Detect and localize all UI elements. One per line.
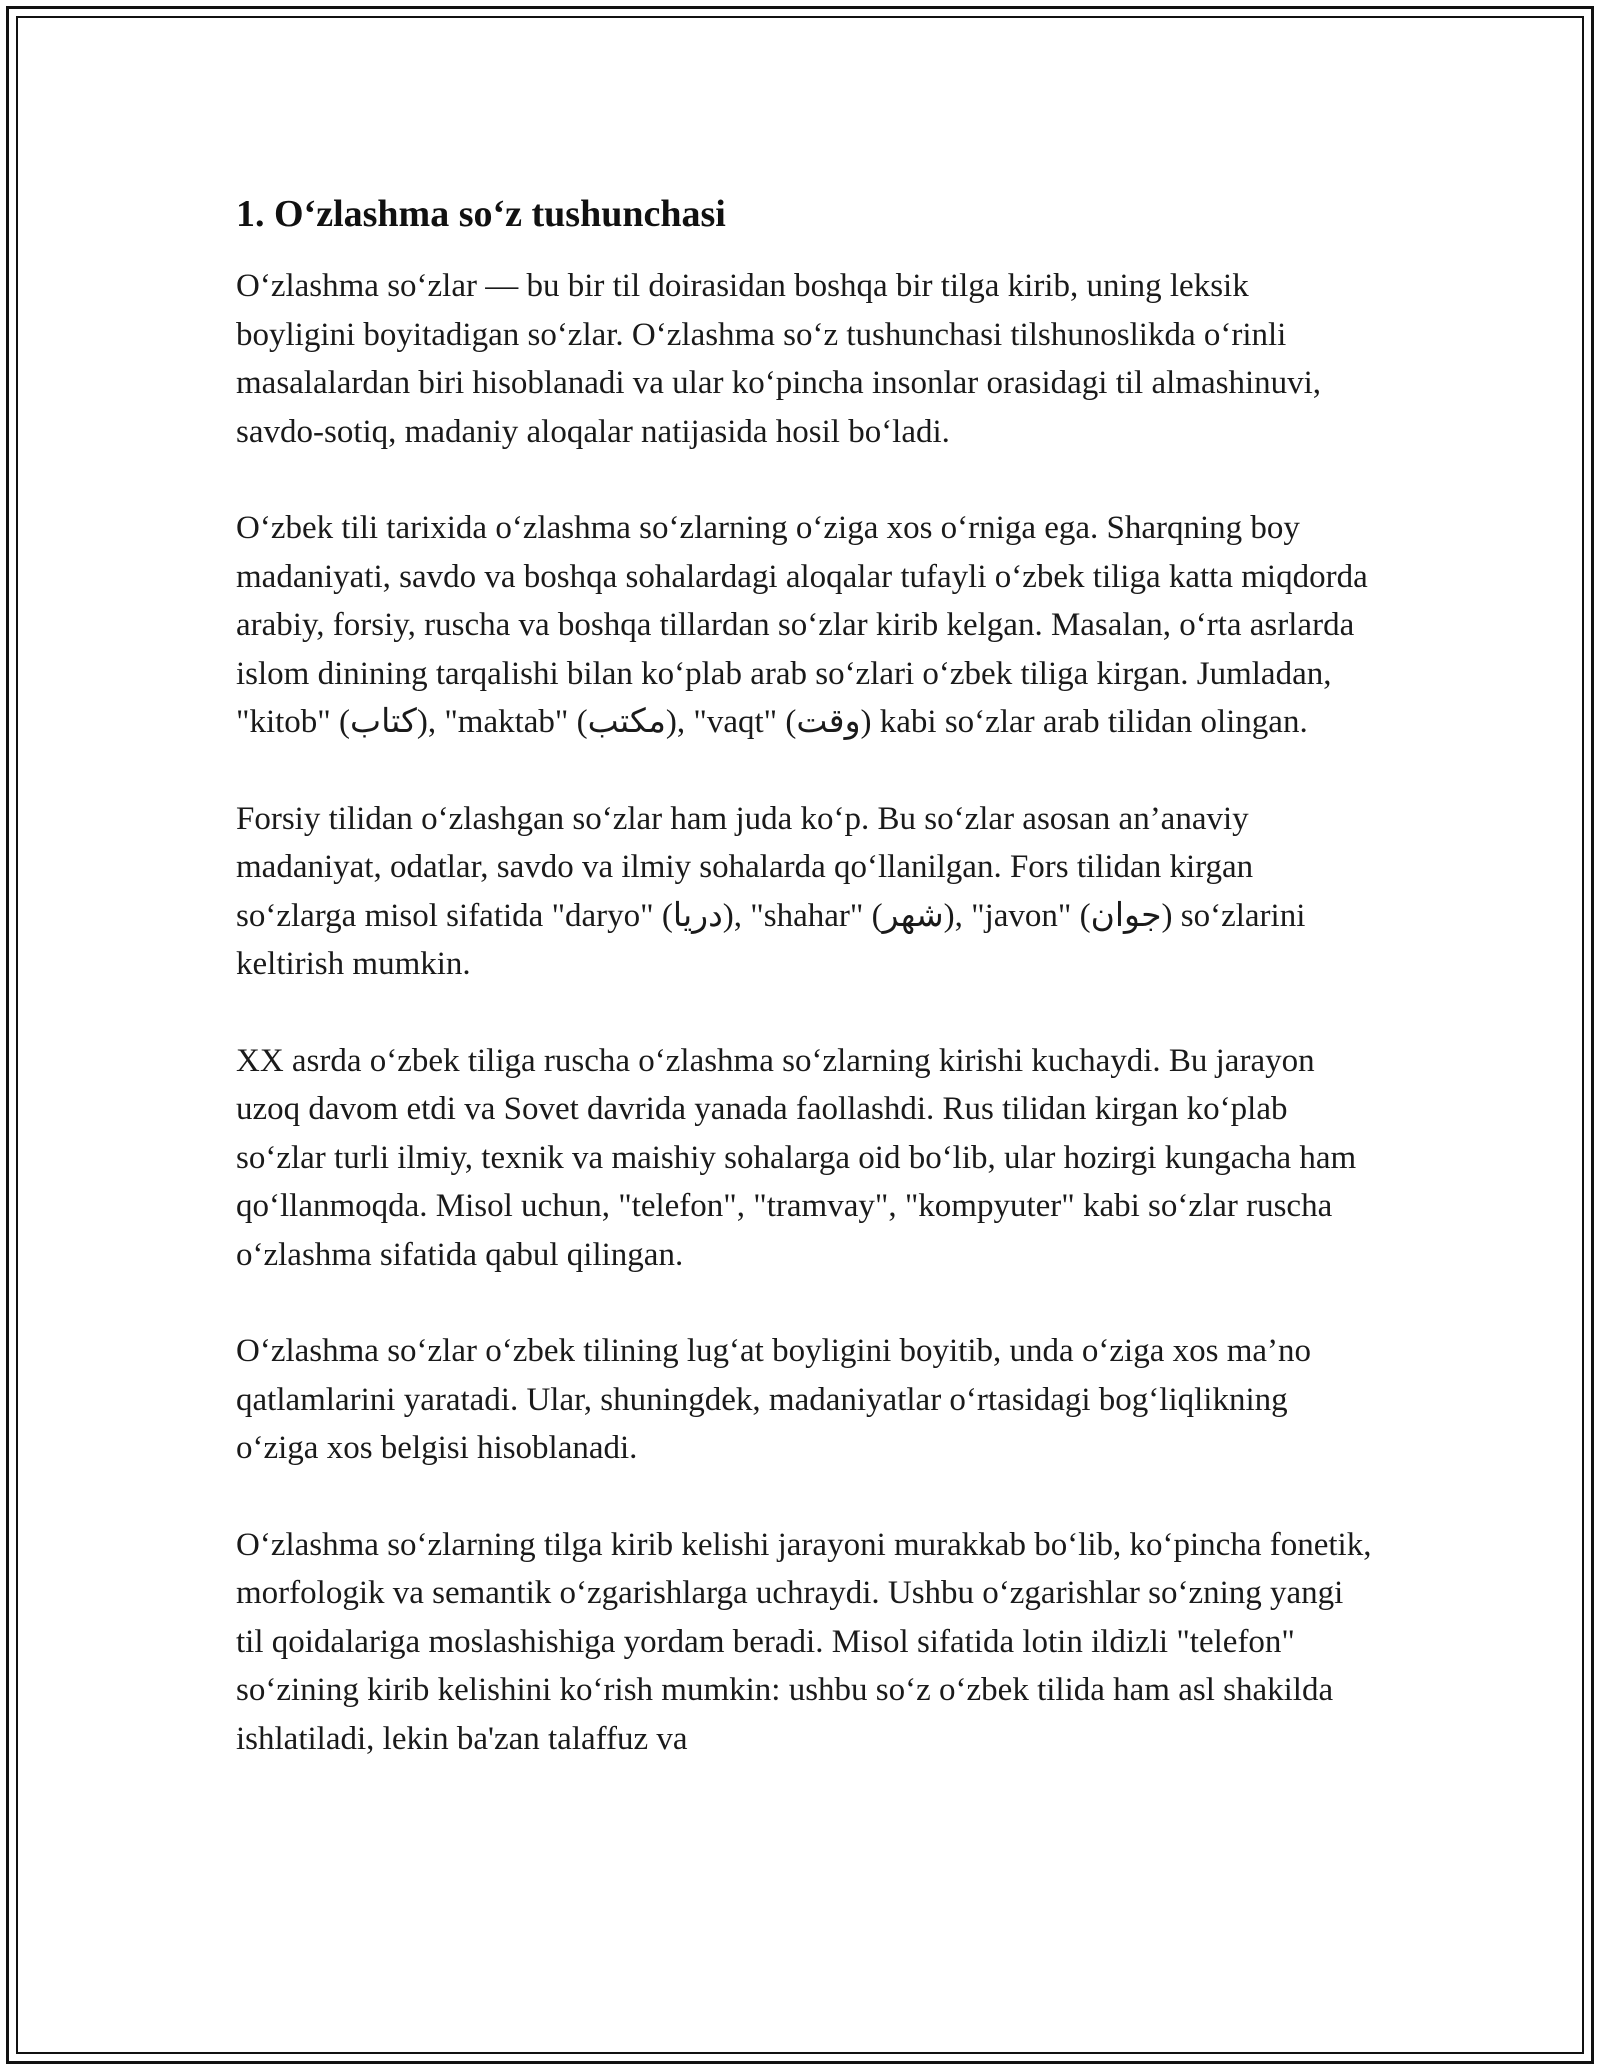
- paragraph-lexical-enrichment: O‘zlashma so‘zlar o‘zbek tilining lug‘at boyligini boyitib, unda o‘ziga xos ma’no qatlamlarini yaratadi. Ular, shuningdek, madaniyatlar o‘rtasidagi bog‘liqlikning o‘ziga xos belgisi hisoblanadi.: [236, 1333, 1311, 1466]
- paragraph-adaptation-process: O‘zlashma so‘zlarning tilga kirib kelishi jarayoni murakkab bo‘lib, ko‘pincha fonetik, morfologik va semantik o‘zgarishlarga uchraydi. Ushbu o‘zgarishlar so‘zning yangi til qoidalariga moslashishiga yordam beradi. Misol sifatida lotin ildizli "telefon" so‘zining kirib kelishini ko‘rish mumkin: ushbu so‘z o‘zbek tilida ham asl shakilda ishlatiladi, lekin ba'zan talaffuz va: [236, 1526, 1372, 1757]
- paragraph-definition: O‘zlashma so‘zlar — bu bir til doirasidan boshqa bir tilga kirib, uning leksik boyligini boyitadigan so‘zlar. O‘zlashma so‘z tushunchasi tilshunoslikda o‘rinli masalalardan biri hisoblanadi va ular ko‘pincha insonlar orasidagi til almashinuvi, savdo-sotiq, madaniy aloqalar natijasida hosil bo‘ladi.: [236, 268, 1322, 450]
- section-heading: 1. O‘zlashma so‘z tushunchasi: [236, 193, 726, 235]
- paragraph-arabic-loanwords: O‘zbek tili tarixida o‘zlashma so‘zlarning o‘ziga xos o‘rniga ega. Sharqning boy madaniyati, savdo va boshqa sohalardagi aloqalar tufayli o‘zbek tiliga katta miqdorda arabiy, forsiy, ruscha va boshqa tillardan so‘zlar kirib kelgan. Masalan, o‘rta asrlarda islom dinining tarqalishi bilan ko‘plab arab so‘zlari o‘zbek tiliga kirgan. Jumladan, "kitob" (كتاب), "maktab" (مكتب), "vaqt" (وقت) kabi so‘zlar arab tilidan olingan.: [236, 510, 1368, 740]
- paragraph-russian-loanwords: XX asrda o‘zbek tiliga ruscha o‘zlashma so‘zlarning kirishi kuchaydi. Bu jarayon uzoq davom etdi va Sovet davrida yanada faollashdi. Rus tilidan kirgan ko‘plab so‘zlar turli ilmiy, texnik va maishiy sohalarga oid bo‘lib, ular hozirgi kungacha ham qo‘llanmoqda. Misol uchun, "telefon", "tramvay", "kompyuter" kabi so‘zlar ruscha o‘zlashma sifatida qabul qilingan.: [236, 1042, 1357, 1273]
- paragraph-persian-loanwords: Forsiy tilidan o‘zlashgan so‘zlar ham juda ko‘p. Bu so‘zlar asosan an’anaviy madaniyat, odatlar, savdo va ilmiy sohalarda qo‘llanilgan. Fors tilidan kirgan so‘zlarga misol sifatida "daryo" (دریا), "shahar" (شهر), "javon" (جوان) so‘zlarini keltirish mumkin.: [236, 800, 1306, 982]
- document-body: [236, 188, 1376, 1763]
